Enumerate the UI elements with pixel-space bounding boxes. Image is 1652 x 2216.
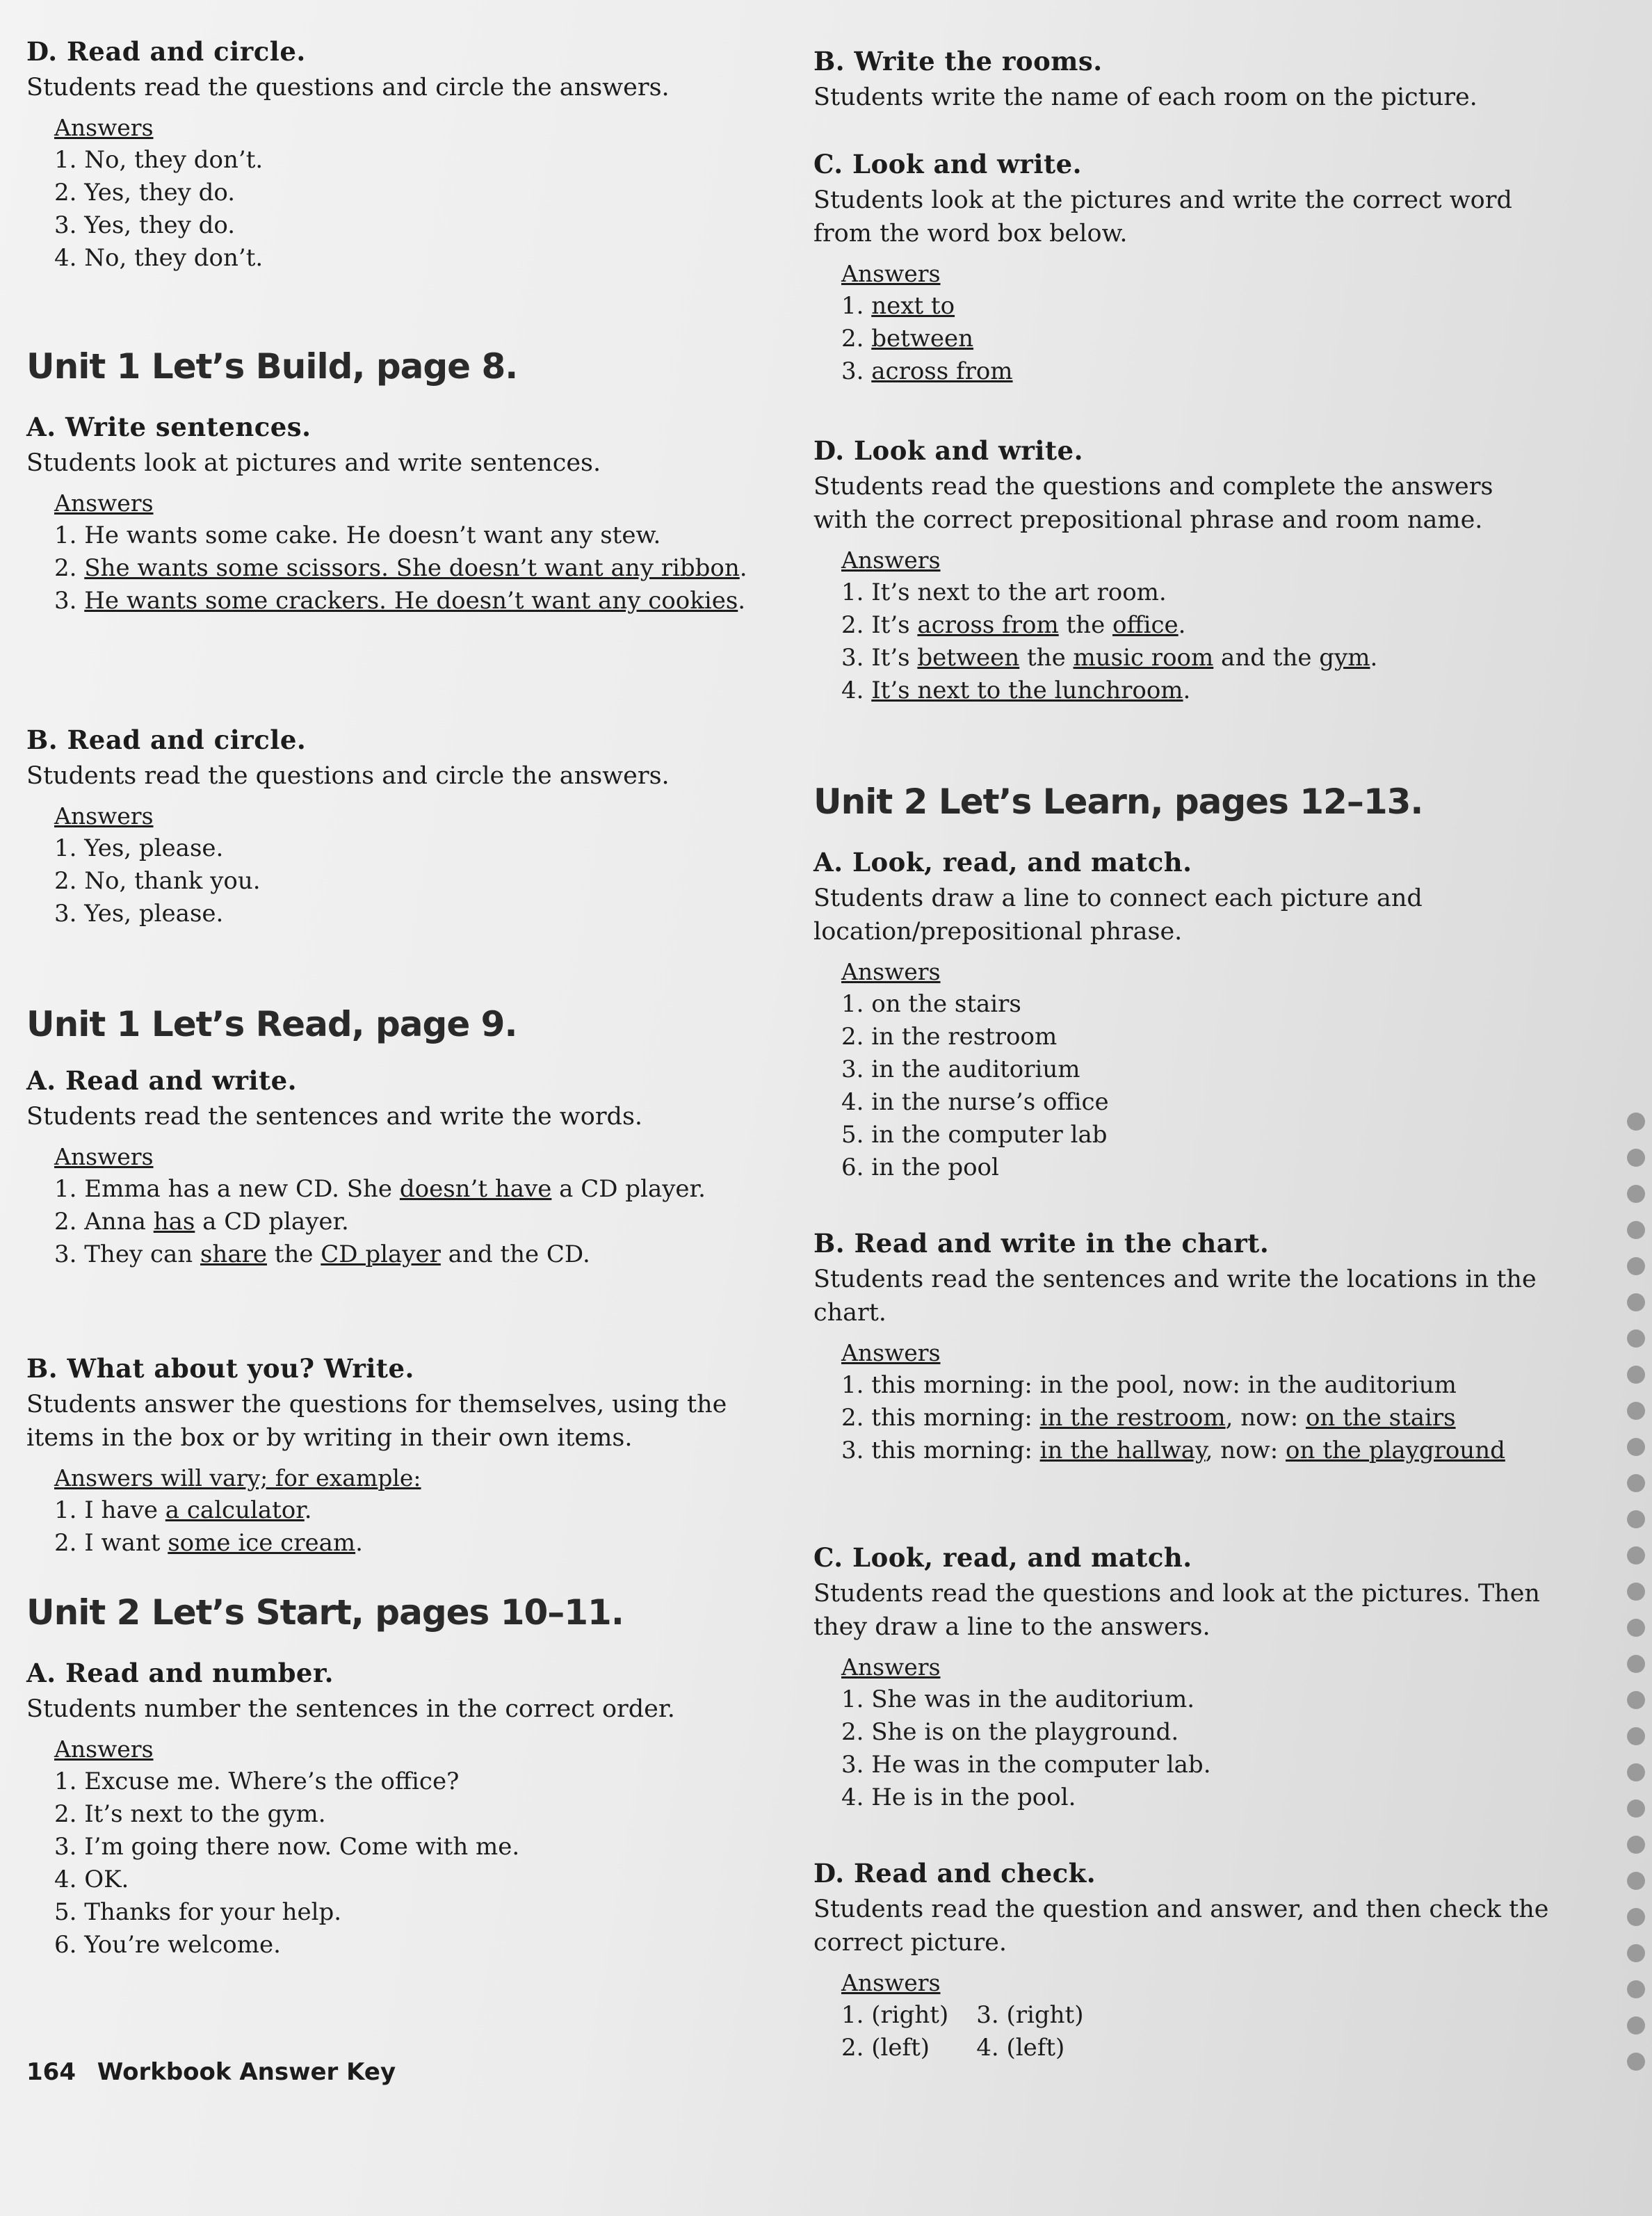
answer-text: 3. They can (54, 1240, 200, 1268)
exercise-d-read-circle (26, 36, 798, 275)
answer-underlined: doesn’t have (399, 1175, 552, 1203)
exercise-title: A. Read and write. (26, 1065, 298, 1096)
exercise-d-read-check (813, 1858, 1550, 2064)
answer-item (841, 1434, 1550, 1467)
answer-list (841, 1651, 1550, 1814)
answers-label: Answers (841, 547, 941, 574)
answer-list (841, 955, 1550, 1184)
answer-item: 1. No, they don’t. (54, 146, 264, 174)
exercise-title: A. Read and number. (26, 1658, 334, 1688)
answer-list (54, 487, 798, 617)
exercise-title: D. Read and circle. (26, 36, 306, 67)
answer-underlined: a calculator (165, 1496, 305, 1524)
exercise-d-look-write (813, 435, 1550, 707)
page-footer (26, 2058, 396, 2086)
answer-list (841, 257, 1550, 388)
answer-underlined: in the restroom (1039, 1404, 1226, 1432)
exercise-instruction: Students read the questions and look at the pictures. Then they draw a line to the answers. (813, 1580, 1540, 1641)
answer-item (841, 609, 1550, 642)
exercise-title: B. What about you? Write. (26, 1353, 414, 1384)
exercise-title: C. Look, read, and match. (813, 1542, 1192, 1573)
answer-item: 4. OK. (54, 1866, 129, 1893)
answer-underlined: on the playground (1286, 1437, 1505, 1464)
answer-list (54, 800, 798, 930)
answer-underlined: on the stairs (1305, 1404, 1456, 1432)
answer-underlined: next to (871, 292, 955, 320)
exercise-instruction: Students read the questions and circle the answers. (26, 74, 670, 102)
answer-columns (841, 1999, 1550, 2064)
answer-list (54, 1140, 798, 1271)
answer-text: and the (1213, 644, 1320, 672)
answers-label: Answers will vary; for example: (54, 1464, 421, 1491)
answer-item: 2. between (841, 325, 974, 353)
exercise-instruction: Students look at the pictures and write the correct word from the word box below. (813, 186, 1512, 248)
answers-label: Answers (841, 260, 941, 287)
answer-item (54, 1494, 798, 1527)
answer-item: 4. He is in the pool. (841, 1784, 1076, 1811)
answers-label: Answers (841, 1339, 941, 1366)
answer-item (54, 1206, 798, 1238)
answer-text: . (304, 1496, 312, 1524)
exercise-a-look-read-match (813, 847, 1550, 1184)
answer-text: . (1370, 644, 1378, 672)
exercise-instruction: Students read the questions and circle the answers. (26, 762, 670, 790)
answer-underlined: share (200, 1240, 267, 1268)
answer-item (841, 1402, 1550, 1434)
answer-item: 2. (left) (841, 2034, 930, 2062)
exercise-c-look-read-match (813, 1542, 1550, 1814)
answer-item (54, 1173, 798, 1206)
answer-text: . (1178, 611, 1186, 639)
exercise-instruction: Students number the sentences in the correct order. (26, 1695, 675, 1723)
answer-underlined: office (1112, 611, 1179, 639)
answers-label: Answers (841, 1653, 941, 1681)
answer-item: 1. next to (841, 292, 955, 320)
answer-item: 3. (right) (976, 2001, 1084, 2029)
answer-text: . (355, 1529, 363, 1557)
answer-list (54, 1733, 798, 1962)
answer-underlined: some ice cream (168, 1529, 356, 1557)
exercise-b-write-rooms (813, 46, 1550, 114)
answer-text: 2. this morning: (841, 1404, 1040, 1432)
exercise-title: A. Write sentences. (26, 412, 311, 442)
page-number: 164 (26, 2058, 76, 2086)
answer-item: 1. She was in the auditorium. (841, 1685, 1195, 1713)
answer-item: 4. No, they don’t. (54, 244, 264, 272)
answer-text: and the CD. (440, 1240, 590, 1268)
exercise-c-look-write (813, 149, 1550, 388)
answer-item: 2. No, thank you. (54, 867, 261, 895)
answer-item: 1. He wants some cake. He doesn’t want any stew. (54, 521, 661, 549)
answer-text: a CD player. (551, 1175, 706, 1203)
exercise-title: C. Look and write. (813, 149, 1082, 179)
answer-text: a CD player. (195, 1208, 349, 1236)
answer-text: 2. It’s (841, 611, 918, 639)
answer-underlined: gym (1319, 644, 1370, 672)
answer-text: , now: (1225, 1404, 1306, 1432)
exercise-title: D. Look and write. (813, 435, 1083, 466)
answers-label: Answers (54, 114, 154, 141)
answer-item: 3. across from (841, 357, 1013, 385)
answer-number: 2. (54, 554, 85, 582)
answer-list (54, 111, 798, 275)
answer-item: 4. in the nurse’s office (841, 1088, 1109, 1116)
answer-item: 2. She is on the playground. (841, 1718, 1179, 1746)
exercise-instruction: Students answer the questions for themselves, using the items in the box or by writing in their own items. (26, 1391, 727, 1452)
exercise-title: B. Write the rooms. (813, 46, 1103, 76)
answer-item: 1. Excuse me. Where’s the office? (54, 1768, 460, 1795)
answer-text: , now: (1205, 1437, 1286, 1464)
answer-list (841, 1336, 1550, 1467)
answer-underlined: has (153, 1208, 195, 1236)
answer-underlined: music room (1073, 644, 1214, 672)
answer-column (976, 1999, 1083, 2064)
answer-underlined: She wants some scissors. She doesn’t want any ribbon (84, 554, 740, 582)
answer-text: 3. this morning: (841, 1437, 1040, 1464)
answer-underlined: across from (871, 357, 1013, 385)
answer-item: 1. this morning: in the pool, now: in the auditorium (841, 1371, 1457, 1399)
footer-title: Workbook Answer Key (97, 2058, 396, 2086)
answer-text: 1. I have (54, 1496, 165, 1524)
answers-label: Answers (841, 1969, 941, 1996)
answer-item: 3. in the auditorium (841, 1056, 1080, 1083)
answer-list (841, 1966, 1550, 2064)
answer-item (54, 1527, 798, 1560)
answer-item: 5. in the computer lab (841, 1121, 1108, 1149)
answer-text: . (1183, 677, 1191, 704)
answer-item (841, 642, 1550, 674)
answer-text: the (1019, 644, 1074, 672)
answer-text: 2. Anna (54, 1208, 154, 1236)
exercise-title: A. Look, read, and match. (813, 847, 1192, 877)
answer-item (54, 585, 798, 617)
answer-item: 6. in the pool (841, 1154, 999, 1181)
answer-item: 5. Thanks for your help. (54, 1898, 342, 1926)
answer-item: 3. Yes, they do. (54, 211, 236, 239)
exercise-b-read-circle (26, 725, 798, 930)
answer-underlined: between (917, 644, 1020, 672)
answer-item: 6. You’re welcome. (54, 1931, 281, 1959)
answer-underlined: It’s next to the lunchroom (871, 677, 1183, 704)
exercise-instruction: Students read the questions and complete the answers with the correct prepositional phrase and room name. (813, 473, 1493, 534)
answer-text: 2. I want (54, 1529, 168, 1557)
answers-label: Answers (54, 1736, 154, 1763)
exercise-title: B. Read and write in the chart. (813, 1228, 1270, 1259)
answer-item: 1. It’s next to the art room. (841, 579, 1167, 606)
exercise-instruction: Students look at pictures and write sentences. (26, 449, 601, 477)
answers-label: Answers (54, 490, 154, 517)
answer-text: . (738, 587, 746, 615)
exercise-a-write-sentences (26, 412, 798, 617)
answer-item: 3. Yes, please. (54, 900, 224, 928)
answer-list (841, 544, 1550, 707)
exercise-instruction: Students read the sentences and write the words. (26, 1103, 643, 1131)
answer-underlined: across from (917, 611, 1059, 639)
exercise-instruction: Students draw a line to connect each picture and location/prepositional phrase. (813, 884, 1423, 946)
exercise-instruction: Students read the sentences and write the locations in the chart. (813, 1265, 1537, 1327)
answer-number: 3. (54, 587, 85, 615)
answers-label: Answers (841, 958, 941, 985)
answers-label: Answers (54, 1143, 154, 1170)
answer-column (841, 1999, 948, 2064)
answer-item: 1. on the stairs (841, 990, 1021, 1018)
answer-item (54, 552, 798, 585)
exercise-instruction: Students read the question and answer, and then check the correct picture. (813, 1895, 1549, 1957)
unit-heading: Unit 2 Let’s Start, pages 10–11. (26, 1592, 624, 1633)
answer-underlined: between (871, 325, 974, 353)
answer-item (54, 1238, 798, 1271)
exercise-b-read-write-chart (813, 1228, 1550, 1467)
answer-item: 2. in the restroom (841, 1023, 1058, 1051)
unit-heading: Unit 1 Let’s Build, page 8. (26, 346, 518, 387)
answer-item: 1. (right) (841, 2001, 949, 2029)
answer-text: 3. It’s (841, 644, 918, 672)
answer-text: . (739, 554, 747, 582)
answer-underlined: He wants some crackers. He doesn’t want any cookies (84, 587, 738, 615)
answer-text: 1. Emma has a new CD. She (54, 1175, 400, 1203)
answer-text: the (266, 1240, 321, 1268)
exercise-a-read-number (26, 1658, 798, 1962)
answer-item: 4. (left) (976, 2034, 1065, 2062)
answer-item: 2. Yes, they do. (54, 179, 236, 207)
exercise-title: D. Read and check. (813, 1858, 1096, 1889)
answer-item: 2. It’s next to the gym. (54, 1800, 326, 1828)
answer-list (54, 1462, 798, 1560)
answer-text: the (1058, 611, 1112, 639)
answer-item: 3. I’m going there now. Come with me. (54, 1833, 520, 1861)
exercise-b-what-about-you (26, 1353, 798, 1560)
exercise-title: B. Read and circle. (26, 725, 307, 755)
answer-underlined: in the hallway (1039, 1437, 1206, 1464)
answer-text: 4. (841, 677, 872, 704)
answer-item: 1. Yes, please. (54, 834, 224, 862)
answer-underlined: CD player (321, 1240, 441, 1268)
exercise-instruction: Students write the name of each room on the picture. (813, 83, 1477, 111)
answer-item (841, 674, 1550, 707)
exercise-a-read-write (26, 1065, 798, 1271)
unit-heading: Unit 1 Let’s Read, page 9. (26, 1004, 517, 1044)
spiral-binding (1627, 1113, 1648, 2121)
unit-heading: Unit 2 Let’s Learn, pages 12–13. (813, 782, 1423, 822)
answer-item: 3. He was in the computer lab. (841, 1751, 1211, 1779)
answers-label: Answers (54, 802, 154, 830)
